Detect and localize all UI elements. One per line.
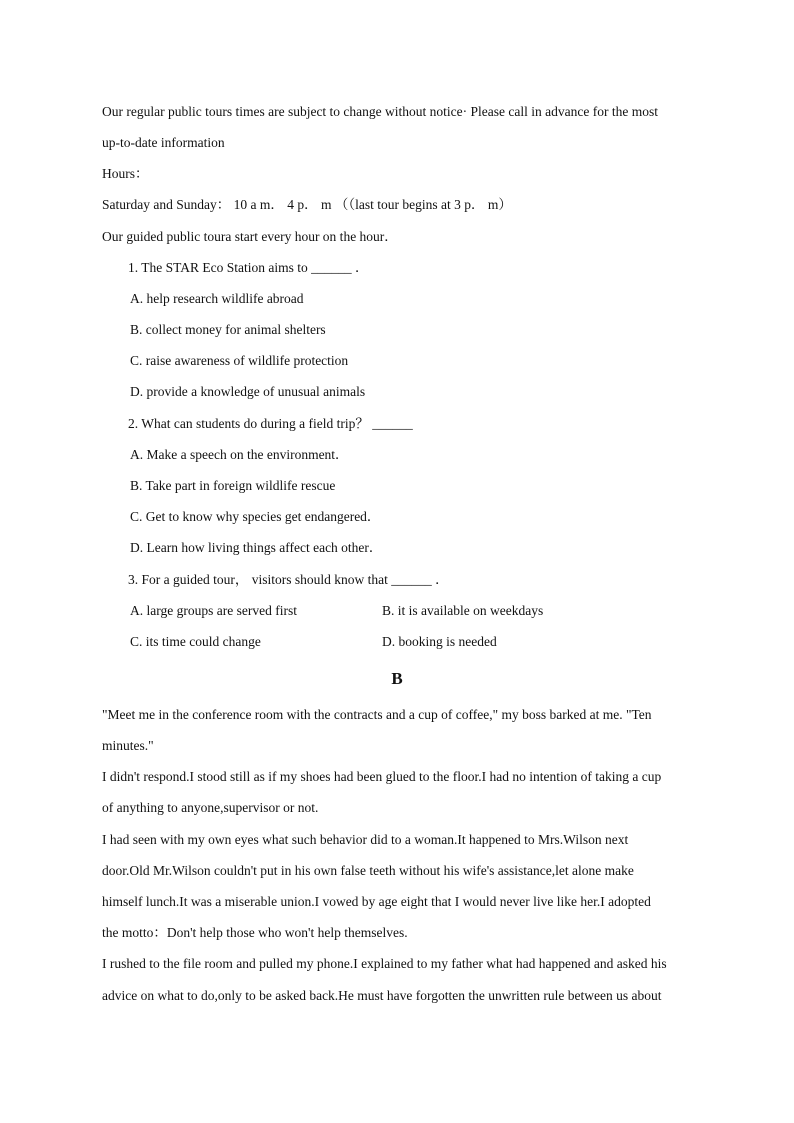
guided-tour-note: Our guided public toura start every hour on the hour． — [102, 229, 398, 244]
question-3-option-d[interactable]: D. booking is needed — [382, 634, 497, 649]
question-1-option-a[interactable]: A. help research wildlife abroad — [130, 291, 304, 306]
question-3-stem: 3. For a guided tour， visitors should know that ______ ． — [128, 572, 449, 587]
question-2-option-a[interactable]: A. Make a speech on the environment． — [130, 447, 349, 462]
passage-line-2: minutes." — [102, 738, 154, 753]
passage-line-8: the motto：Don't help those who won't help themselves. — [102, 925, 408, 940]
question-3-option-b[interactable]: B. it is available on weekdays — [382, 603, 544, 618]
question-1-option-c[interactable]: C. raise awareness of wildlife protection — [130, 353, 349, 368]
hours-value: Saturday and Sunday： 10 a m． 4 p． m （（last tour begins at 3 p． m） — [102, 197, 512, 212]
hours-label: Hours： — [102, 166, 149, 181]
passage-line-5: I had seen with my own eyes what such behavior did to a woman.It happened to Mrs.Wilson next — [102, 832, 629, 847]
question-1-option-b[interactable]: B. collect money for animal shelters — [130, 322, 326, 337]
question-1-option-d[interactable]: D. provide a knowledge of unusual animals — [130, 384, 366, 399]
question-2-option-b[interactable]: B. Take part in foreign wildlife rescue — [130, 478, 336, 493]
passage-line-7: himself lunch.It was a miserable union.I vowed by age eight that I would never live like her.I adopted — [102, 894, 651, 909]
section-b-title: B — [391, 669, 403, 688]
question-3-option-c[interactable]: C. its time could change — [130, 634, 261, 649]
passage-line-6: door.Old Mr.Wilson couldn't put in his own false teeth without his wife's assistance,let alone make — [102, 863, 634, 878]
intro-line-1: Our regular public tours times are subject to change without notice· Please call in advance for the most — [102, 104, 658, 119]
passage-line-10: advice on what to do,only to be asked back.He must have forgotten the unwritten rule between us about — [102, 988, 662, 1003]
passage-line-9: I rushed to the file room and pulled my phone.I explained to my father what had happened and asked his — [102, 956, 667, 971]
question-2-stem: 2. What can students do during a field trip？ ______ — [128, 416, 413, 431]
question-2-option-d[interactable]: D. Learn how living things affect each other． — [130, 540, 383, 555]
question-1-stem: 1. The STAR Eco Station aims to ______ ． — [128, 260, 369, 275]
question-2-option-c[interactable]: C. Get to know why species get endangered． — [130, 509, 381, 524]
passage-line-3: I didn't respond.I stood still as if my shoes had been glued to the floor.I had no intention of taking a cup — [102, 769, 662, 784]
intro-line-2: up-to-date information — [102, 135, 225, 150]
passage-line-1: "Meet me in the conference room with the contracts and a cup of coffee," my boss barked at me. "Ten — [102, 707, 652, 722]
question-3-option-a[interactable]: A. large groups are served first — [130, 603, 297, 618]
passage-line-4: of anything to anyone,supervisor or not. — [102, 800, 319, 815]
